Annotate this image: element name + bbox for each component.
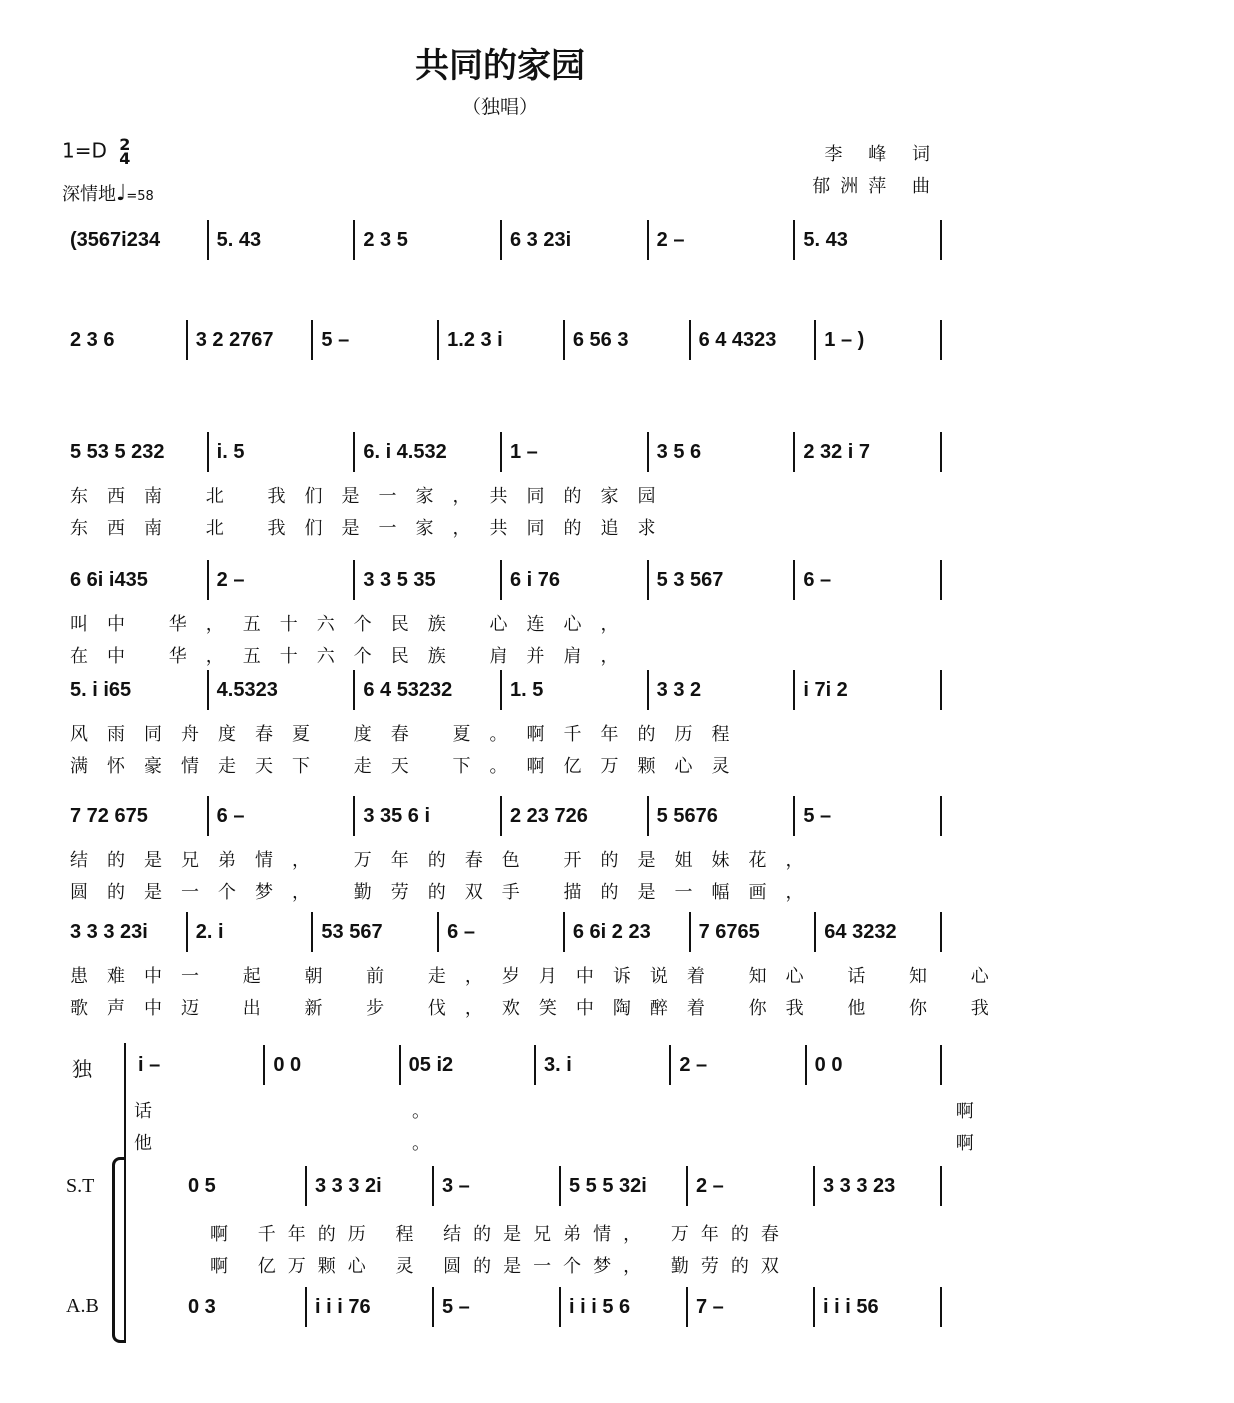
measure: 5 53 5 232 bbox=[70, 440, 165, 463]
bar-line bbox=[207, 560, 209, 600]
measure: i. 5 bbox=[216, 440, 245, 463]
st-label: S.T bbox=[66, 1175, 95, 1197]
bar-line bbox=[940, 912, 942, 952]
bar-line bbox=[813, 1166, 815, 1206]
song-subtitle: （独唱） bbox=[461, 96, 538, 118]
notation-row bbox=[62, 432, 942, 472]
bar-line bbox=[793, 220, 795, 260]
lyricist-credit: 李 峰 词 bbox=[824, 144, 940, 165]
bar-line bbox=[940, 670, 942, 710]
bar-line bbox=[813, 1287, 815, 1327]
tempo-value: =58 bbox=[126, 189, 154, 204]
bar-line bbox=[793, 670, 795, 710]
notation-row bbox=[180, 1166, 942, 1206]
measure: 5 – bbox=[803, 804, 832, 827]
bar-line bbox=[940, 220, 942, 260]
measure: 0 0 bbox=[814, 1053, 843, 1076]
bar-line bbox=[559, 1287, 561, 1327]
bar-line bbox=[500, 432, 502, 472]
bar-line bbox=[186, 912, 188, 952]
notation-row bbox=[62, 220, 942, 260]
st-lyric-line-2: 啊 亿万颗心 灵 圆的是一个梦， 勤劳的双 bbox=[210, 1256, 791, 1277]
measure: i – bbox=[138, 1053, 161, 1076]
measure: 7 6765 bbox=[698, 920, 760, 943]
measure: 3 35 6 i bbox=[363, 804, 431, 827]
measure: 5. 43 bbox=[216, 228, 262, 251]
bar-line bbox=[940, 1287, 942, 1327]
bar-line bbox=[940, 1045, 942, 1085]
bar-line bbox=[437, 320, 439, 360]
key-signature bbox=[62, 135, 131, 168]
bar-line bbox=[563, 912, 565, 952]
measure: 3. i bbox=[544, 1053, 572, 1076]
measure: 3 3 5 35 bbox=[363, 568, 436, 591]
measure: 6 – bbox=[447, 920, 475, 943]
measure: 1. 5 bbox=[510, 678, 544, 701]
measure: 6 4 4323 bbox=[698, 328, 777, 351]
measure: 2 – bbox=[216, 568, 245, 591]
time-sig-top: 2 bbox=[119, 135, 131, 154]
key-text: 1=D bbox=[62, 138, 107, 163]
notation-row bbox=[180, 1287, 942, 1327]
lyric-line: 东西南 北 我们是一家，共同的追求 bbox=[70, 518, 675, 539]
bar-line bbox=[353, 796, 355, 836]
bar-line bbox=[432, 1287, 434, 1327]
measure: 3 3 2 bbox=[656, 678, 702, 701]
bar-line bbox=[353, 670, 355, 710]
bar-line bbox=[305, 1166, 307, 1206]
bar-line bbox=[311, 912, 313, 952]
bar-line bbox=[689, 320, 691, 360]
lyric-line: 歌声中迈 出 新 步 伐，欢笑中陶醉着 你我 他 你 我 bbox=[70, 998, 1008, 1019]
bar-line bbox=[793, 796, 795, 836]
measure: 1 – bbox=[510, 440, 538, 463]
ab-label: A.B bbox=[66, 1295, 99, 1317]
lyric-line: 东西南 北 我们是一家，共同的家园 bbox=[70, 486, 675, 507]
measure: i i i 76 bbox=[315, 1295, 371, 1318]
bar-line bbox=[534, 1045, 536, 1085]
measure: 6 i 76 bbox=[510, 568, 561, 591]
measure: 5 5676 bbox=[656, 804, 718, 827]
measure: 5 – bbox=[321, 328, 350, 351]
measure: 05 i2 bbox=[408, 1053, 454, 1076]
time-signature bbox=[119, 135, 131, 168]
measure: 3 3 3 2i bbox=[315, 1174, 382, 1197]
measure: 3 3 3 23i bbox=[70, 920, 148, 943]
measure: 2 – bbox=[656, 228, 685, 251]
system-line bbox=[124, 1043, 126, 1343]
bar-line bbox=[793, 432, 795, 472]
measure: 5 5 5 32i bbox=[569, 1174, 647, 1197]
bar-line bbox=[647, 670, 649, 710]
bar-line bbox=[793, 560, 795, 600]
measure: 3 5 6 bbox=[656, 440, 702, 463]
measure: 3 – bbox=[442, 1174, 470, 1197]
measure: 6 4 53232 bbox=[363, 678, 453, 701]
measure: 7 72 675 bbox=[70, 804, 148, 827]
bar-line bbox=[940, 1166, 942, 1206]
measure: 2 23 726 bbox=[510, 804, 588, 827]
measure: 6. i 4.532 bbox=[363, 440, 447, 463]
bar-line bbox=[305, 1287, 307, 1327]
bar-line bbox=[559, 1166, 561, 1206]
bar-line bbox=[563, 320, 565, 360]
bar-line bbox=[500, 220, 502, 260]
bar-line bbox=[207, 432, 209, 472]
lyric-line: 结的是兄弟情， 万年的春色 开的是姐妹花， bbox=[70, 850, 823, 871]
bar-line bbox=[669, 1045, 671, 1085]
tempo-text: 深情地 bbox=[62, 184, 116, 205]
st-lyric-line-1: 啊 千年的历 程 结的是兄弟情， 万年的春 bbox=[210, 1224, 791, 1245]
measure: 6 6i 2 23 bbox=[572, 920, 651, 943]
measure: i 7i 2 bbox=[803, 678, 848, 701]
measure: 5 3 567 bbox=[656, 568, 724, 591]
measure: 2 – bbox=[696, 1174, 724, 1197]
bar-line bbox=[353, 220, 355, 260]
measure: 2 – bbox=[679, 1053, 708, 1076]
bar-line bbox=[353, 432, 355, 472]
song-title: 共同的家园 bbox=[415, 46, 585, 86]
composer-credit: 郁洲萍 曲 bbox=[812, 176, 940, 197]
bar-line bbox=[311, 320, 313, 360]
measure: 0 3 bbox=[188, 1295, 216, 1318]
bar-line bbox=[647, 220, 649, 260]
measure: 2. i bbox=[195, 920, 224, 943]
measure: 0 0 bbox=[273, 1053, 302, 1076]
bar-line bbox=[686, 1287, 688, 1327]
bar-line bbox=[647, 432, 649, 472]
bar-line bbox=[207, 796, 209, 836]
bar-line bbox=[500, 796, 502, 836]
solo-lyric-line-1: 话。 啊 bbox=[134, 1101, 1234, 1122]
measure: 1 – ) bbox=[824, 328, 865, 351]
measure: 3 3 3 23 bbox=[823, 1174, 896, 1197]
lyric-line: 满怀豪情走天下 走天 下。啊亿万颗心灵 bbox=[70, 756, 749, 777]
measure: 4.5323 bbox=[216, 678, 278, 701]
notation-row bbox=[62, 796, 942, 836]
measure: 6 – bbox=[216, 804, 245, 827]
bar-line bbox=[940, 432, 942, 472]
bar-line bbox=[814, 912, 816, 952]
solo-lyric-line-2: 他。 啊 bbox=[134, 1133, 1234, 1154]
measure: 53 567 bbox=[321, 920, 383, 943]
bar-line bbox=[686, 1166, 688, 1206]
tempo-marking bbox=[62, 180, 154, 206]
lyric-line: 圆的是一个梦， 勤劳的双手 描的是一幅画， bbox=[70, 882, 823, 903]
bar-line bbox=[689, 912, 691, 952]
bar-line bbox=[805, 1045, 807, 1085]
measure: 6 6i i435 bbox=[70, 568, 148, 591]
measure: 6 – bbox=[803, 568, 832, 591]
bar-line bbox=[207, 220, 209, 260]
bar-line bbox=[353, 560, 355, 600]
measure: 2 3 5 bbox=[363, 228, 408, 251]
measure: 3 2 2767 bbox=[195, 328, 274, 351]
bar-line bbox=[186, 320, 188, 360]
bar-line bbox=[940, 560, 942, 600]
measure: i i i 5 6 bbox=[569, 1295, 631, 1318]
bar-line bbox=[647, 560, 649, 600]
bar-line bbox=[940, 320, 942, 360]
measure: 2 32 i 7 bbox=[803, 440, 871, 463]
bar-line bbox=[437, 912, 439, 952]
measure: 1.2 3 i bbox=[447, 328, 503, 351]
measure: 6 3 23i bbox=[510, 228, 572, 251]
measure: 0 5 bbox=[188, 1174, 216, 1197]
bar-line bbox=[207, 670, 209, 710]
measure: 5. 43 bbox=[803, 228, 848, 251]
notation-row bbox=[62, 670, 942, 710]
lyric-line: 患难中一 起 朝 前 走，岁月中诉说着 知心 话 知 心 bbox=[70, 966, 1008, 987]
measure: 6 56 3 bbox=[572, 328, 629, 351]
solo-label: 独 bbox=[72, 1059, 92, 1081]
measure: i i i 56 bbox=[823, 1295, 879, 1318]
notation-row bbox=[62, 560, 942, 600]
bar-line bbox=[399, 1045, 401, 1085]
bar-line bbox=[500, 560, 502, 600]
notation-row bbox=[62, 320, 942, 360]
measure: 7 – bbox=[696, 1295, 724, 1318]
lyric-line: 风雨同舟度春夏 度春 夏。啊千年的历程 bbox=[70, 724, 749, 745]
measure: 5. i i65 bbox=[70, 678, 132, 701]
measure: 2 3 6 bbox=[70, 328, 115, 351]
measure: 64 3232 bbox=[824, 920, 897, 943]
time-sig-bottom: 4 bbox=[119, 149, 131, 168]
quarter-note-icon: ♩ bbox=[116, 181, 127, 206]
bar-line bbox=[263, 1045, 265, 1085]
bar-line bbox=[647, 796, 649, 836]
measure: (3567i234 bbox=[70, 228, 161, 251]
notation-row bbox=[62, 912, 942, 952]
bar-line bbox=[500, 670, 502, 710]
bar-line bbox=[432, 1166, 434, 1206]
notation-row bbox=[130, 1045, 942, 1085]
lyric-line: 在中 华，五十六个民族 肩并肩， bbox=[70, 646, 638, 667]
measure: 5 – bbox=[442, 1295, 470, 1318]
bar-line bbox=[940, 796, 942, 836]
lyric-line: 叫中 华，五十六个民族 心连心， bbox=[70, 614, 638, 635]
bar-line bbox=[814, 320, 816, 360]
